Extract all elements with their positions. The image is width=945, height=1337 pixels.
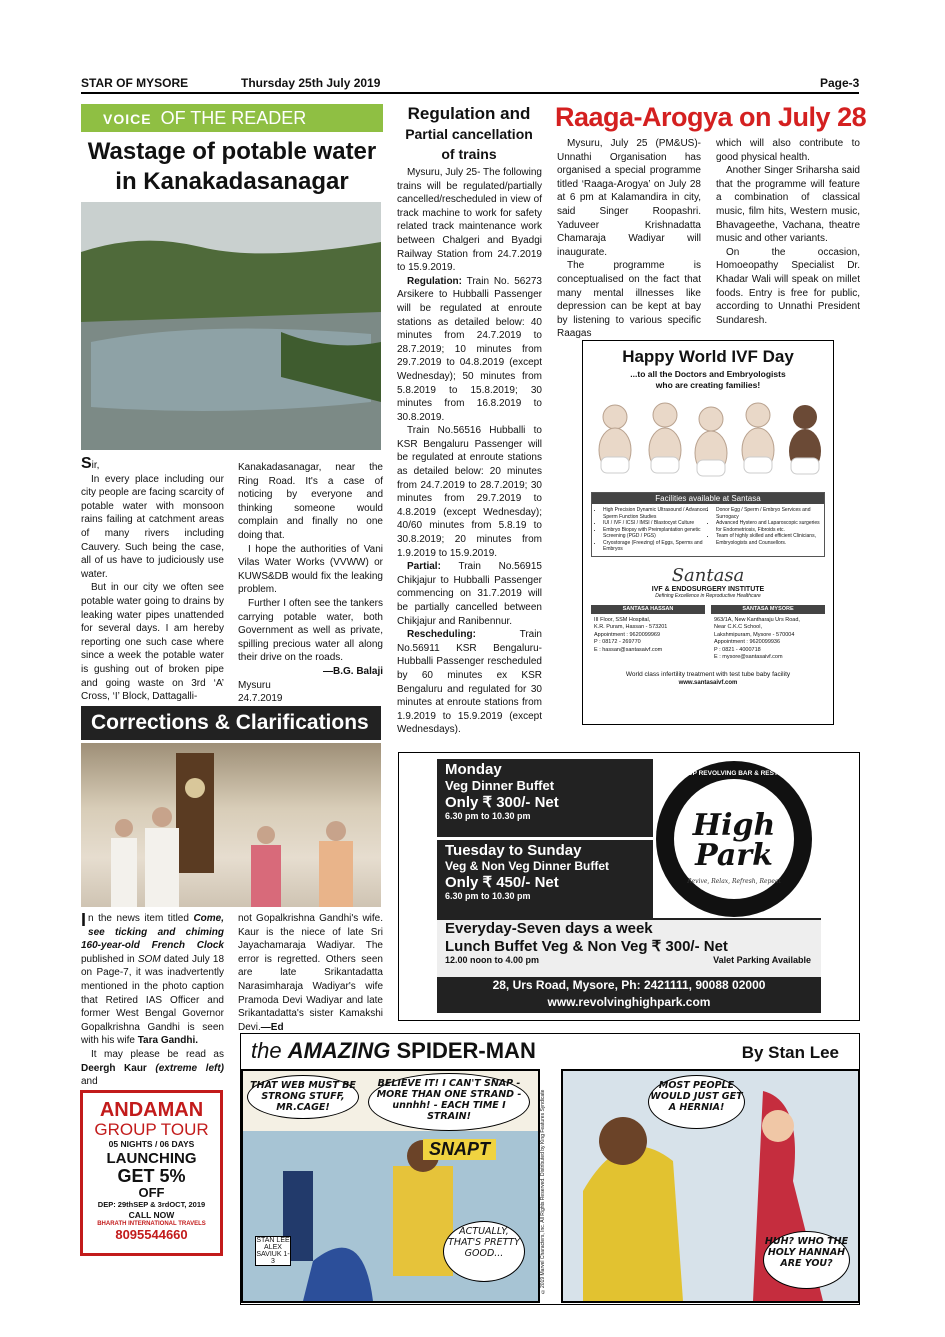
raaga-para-2: The programme is conceptualised on the fact that many mental illnesses like depression can be kept at bay by listening to various specific Raagas (557, 260, 701, 340)
voice-para-2: But in our city we often see potable water going to drains by leaking water pipes unattended for several days. I am hereby reporting one such case where since a week the potable water is gushing out of broken pipe and going waste on 3rd ‘A’ Cross, ‘I’ Block, Dattagalli- (81, 582, 224, 703)
hassan-address-line: K.R. Puram, Hassan - 573201 (594, 624, 668, 630)
hassan-address-line: P : 08172 - 269770 (594, 639, 641, 645)
corrections-para-1: In the news item titled Come, see ticking and chiming 160-year-old French Clock published in SOM dated July 18 on Page-7, it was inadvertently mentioned in the photo caption that Retired IAS Officer and former West Bengal Governor Gopalkrishna Gandhi is seen with his wife Tara Gandhi. (81, 910, 224, 1047)
facilities-heading: Facilities available at Santasa (592, 493, 824, 504)
page-number: Page-3 (820, 76, 860, 90)
voice-para-5: Further I often see the tankers carrying potable water, both Government as well as private, spilling precious water all along their drive on the roads. (238, 597, 383, 664)
regulation-para-4: Partial: Train No.56915 Chikjajur to Hubballi Passenger commencing on 31.7.2019 will be partially cancelled between Chikjajur and Ranibennur. (397, 561, 542, 627)
raaga-para-5: On the occasion, Homoeopathy Specialist Dr. Khadar Wali will speak on millet foods. Entry is free for public, according to Unnathi President Sundaresh. (716, 246, 860, 326)
ivf-footer: World class infertility treatment with test tube baby facility (625, 670, 791, 678)
andaman-line9: BHARATH INTERNATIONAL TRAVELS (97, 1221, 206, 1227)
andaman-line7: DEP: 29thSEP & 3rdOCT, 2019 (97, 1200, 206, 1209)
corrections-banner: Corrections & Clarifications (81, 706, 381, 740)
regulation-para-5: Rescheduling: Train No.56911 KSR Bengaluru-Hubballi Passenger rescheduled by 60 minutes ex KSR Bengaluru and regulated for 30 minutes at enroute stations from 1.9.2019 to 15.9.2019 (except Wednesdays). (397, 629, 542, 736)
header-rule (81, 92, 859, 94)
mysore-address-line: Near C.K.C School, (714, 624, 762, 630)
salutation: ir, (91, 460, 100, 471)
high-park-logo-graphic (654, 759, 814, 919)
facilities-right-list (708, 507, 821, 553)
ivf-day-advertisement (582, 340, 834, 725)
high-park-logo (654, 759, 814, 919)
santasa-logo: Santasa IVF & ENDOSURGERY INSTITUTE Defining Excellence in Reproductive Healthcare (651, 564, 765, 599)
voice-label-rest: OF THE READER (160, 108, 307, 128)
regulation-para-3: Train No.56516 Hubballi to KSR Bengaluru Passenger will be regulated at enroute stations as detailed below: 20 minutes from 24.7.2019 to 28.7.2019; 30 minutes from 29.7.2019 to 4.8.2019 (except Wednesday); 40/60 minutes from 5.8.19 to 30.8.2019; 20 minutes from 1.9.2019 to 15.9.2019. (397, 425, 542, 559)
corrections-photo (81, 743, 381, 907)
voice-of-reader-banner (81, 104, 383, 132)
voice-headline (81, 137, 383, 197)
voice-label-bold: VOICE (103, 111, 152, 127)
mysore-address-line: P : 0821 - 4000718 (714, 646, 761, 653)
speech-bubble-4: MOST PEOPLE WOULD JUST GET A HERNIA! (648, 1075, 745, 1129)
comic-panel-1 (241, 1069, 540, 1303)
speech-bubble-1: THAT WEB MUST BE STRONG STUFF, MR.CAGE! (247, 1075, 359, 1119)
everyday-block: Everyday-Seven days a week Lunch Buffet Veg & Non Veg ₹ 300/- Net 12.00 noon to 4.00 pm Valet Parking Available (437, 918, 821, 978)
people-with-clock-illustration (81, 743, 381, 907)
water-leak-illustration (81, 202, 381, 450)
voice-headline-line2: in Kanakadasanagar (115, 168, 349, 195)
regulation-body (397, 166, 542, 737)
hassan-branch: SANTASA HASSAN III Floor, SSM Hospital, K.R. Puram, Hassan - 573201 Appointment : 9620099969 P : 08172 - 269770 E : hassan@santasaivf.com (591, 605, 705, 665)
corrections-para-2: It may please be read as Deergh Kaur (extreme left) and (81, 1048, 225, 1088)
facility-item: • High Precision Dynamic Ultrasound / Advanced Sperm Function Studies (603, 507, 708, 520)
comic-panel-2 (561, 1069, 860, 1303)
regulation-para-2: Regulation: Train No. 56273 Arsikere to Hubballi Passenger will be regulated at enroute stations as detailed below: 40 minutes from 24.7.2019 to 28.7.2019; 10 minutes from 29.7.2019 to 04.8.2019 (except Wednesday); 50 minutes from 5.8.2019 to 15.8.2019; 30 minutes from 16.8.2019 to 30.8.2019. (397, 275, 542, 423)
andaman-line8: CALL NOW (128, 1210, 175, 1220)
ivf-subtitle: ...to all the Doctors and Embryologists who are creating families! (630, 369, 786, 390)
mysore-address-line: E : mysore@santasaivf.com (714, 654, 783, 660)
babies-illustration (583, 395, 833, 490)
regulation-title-2: Partial cancellation (405, 126, 533, 142)
drop-cap: S (81, 455, 92, 472)
voice-para-4: I hope the authorities of Vani Vilas Water Works (VVWW) or KUWS&DB would fix the leaking problem. (238, 543, 383, 596)
mysore-address-line: 963/1A, New Kantharaju Urs Road, (714, 616, 800, 623)
logo-high-text: High (692, 808, 776, 843)
facilities-box (591, 492, 825, 557)
facility-item: • Donor Egg / Sperm / Embryo Services and Surrogacy (716, 507, 821, 520)
voice-column-1 (81, 457, 224, 704)
raaga-para-4: Another Singer Sriharsha said that the programme will feature a combination of classical music, film hits, Western music, Bhavageethe, Vachana, theatre music and other variants. (716, 165, 860, 245)
raaga-column-2 (716, 137, 860, 327)
paper-name: STAR OF MYSORE (81, 76, 189, 90)
mysore-address-line: Appointment : 9620099936 (714, 639, 781, 645)
andaman-phone: 8095544660 (115, 1227, 188, 1242)
mysore-address-line: Lakshmipuram, Mysore - 570004 (714, 631, 795, 638)
raaga-para-1: Mysuru, July 25 (PM&US)- Unnathi Organisation has organised a special programme titled ‘Raaga-Arogya’ on July 28 at 6 pm at Kalamandira in city, said Singer Roopashri. Yaduveer Krishnadatta Chamaraja Wadiyar will inaugurate. (557, 138, 701, 258)
facility-item: • Embryo Biopsy with Preimplantation genetic Screening (PGD / PGS) (603, 527, 708, 540)
ivf-website: www.santasaivf.com (678, 679, 738, 686)
water-leak-photo (81, 202, 381, 450)
regulation-headline (395, 104, 543, 164)
andaman-tour-ad (80, 1090, 223, 1256)
raaga-headline: Raaga-Arogya on July 28 (555, 102, 867, 132)
corrections-column-1 (81, 912, 224, 1089)
comic-byline: By Stan Lee (741, 1043, 839, 1062)
regulation-para-1: Mysuru, July 25- The following trains will be regulated/partially cancelled/rescheduled in view of track machine to work for safety related track maintenance work between Chalgeri and Byadgi Railway Station from 24.7.2019 to 15.9.2019. (397, 167, 542, 274)
speech-bubble-3: ACTUALLY, THAT'S PRETTY GOOD... (443, 1221, 525, 1282)
logo-ring-text: ROOF TOP REVOLVING BAR & RESTAURANT (663, 770, 805, 777)
speech-bubble-2: BELIEVE IT! I CAN'T SNAP - MORE THAN ONE STRAND - unnhh! - EACH TIME I STRAIN! (368, 1073, 530, 1131)
facilities-left-list (595, 507, 708, 553)
ivf-title: Happy World IVF Day (622, 347, 794, 366)
comic-copyright: ©2019 Marvel Characters, Inc. All Rights Reserved. Distributed by King Features Syndicate (540, 1089, 546, 1294)
letter-date: 24.7.2019 (238, 693, 283, 705)
mysore-branch: SANTASA MYSORE 963/1A, New Kantharaju Urs Road, Near C.K.C School, Lakshmipuram, Mysore - 570004 Appointment : 9620099936 P : 0821 - 4000718 E : mysore@santasaivf.com (711, 605, 825, 665)
andaman-line5: GET 5% (117, 1166, 186, 1186)
regulation-title-3: of trains (441, 146, 497, 162)
raaga-para-3: which will also contribute to good physical health. (716, 138, 860, 163)
regulation-title-1: Regulation and (407, 104, 531, 123)
facility-item: • Team of highly skilled and efficient Clinicians, Embryologists and Counsellors. (716, 533, 821, 546)
logo-park-text: Park (695, 838, 773, 873)
santasa-branches (591, 605, 825, 665)
letter-signature: —B.G. Balaji (322, 665, 383, 677)
comic-credit: STAN LEE ALEX SAVIUK 1-3 (256, 1237, 290, 1265)
issue-date: Thursday 25th July 2019 (241, 76, 381, 90)
logo-tagline: Revive, Relax, Refresh, Repeat (687, 878, 781, 885)
comic-title: the AMAZING SPIDER-MAN (251, 1038, 536, 1063)
corrections-para-3: not Gopalkrishna Gandhi's wife. Kaur is the niece of late Sri Jayachamaraja Wadiyar. The error is regretted. Others seen are late Srikantadatta Narasimharaja Wadiyar's wife Pramoda Devi Wadiyar and late Srikantadatta's sister Kamakshi Devi.—Ed (238, 913, 383, 1033)
raaga-column-1 (557, 137, 701, 341)
corrections-column-2 (238, 912, 383, 1034)
hassan-address-line: Appointment : 9620099969 (594, 631, 661, 638)
andaman-line3: 05 NIGHTS / 06 DAYS (108, 1139, 195, 1149)
monday-block: Monday Veg Dinner Buffet Only ₹ 300/- Net 6.30 pm to 10.30 pm (437, 759, 653, 837)
facility-item: • Advanced Hystero and Laparoscopic surgeries for Endometriosis, Fibroids etc. (716, 520, 821, 533)
letter-place: Mysuru (238, 679, 271, 691)
address-block: 28, Urs Road, Mysore, Ph: 2421111, 90088 02000 www.revolvinghighpark.com (437, 977, 821, 1013)
speech-bubble-5: HUH? WHO THE HOLY HANNAH ARE YOU? (763, 1231, 850, 1289)
tuesday-block: Tuesday to Sunday Veg & Non Veg Dinner Buffet Only ₹ 450/- Net 6.30 pm to 10.30 pm (437, 840, 653, 918)
voice-para-1: In every place including our city people are facing scarcity of potable water with monsoon rains failing at catchment areas of many rivers including Cauvery. Such being the case, all of us have to judiciously use water. (81, 473, 224, 580)
hassan-address-line: E : hassan@santasaivf.com (594, 646, 663, 653)
hassan-address-line: III Floor, SSM Hospital, (594, 616, 651, 623)
andaman-line6: OFF (138, 1185, 165, 1200)
voice-headline-line1: Wastage of potable water (87, 138, 377, 165)
andaman-line1: ANDAMAN (99, 1099, 204, 1121)
andaman-line2: GROUP TOUR (94, 1120, 209, 1139)
facility-item: • Cryostorage (Freezing) of Eggs, Sperms and Embryos (603, 540, 708, 553)
voice-para-3: Kanakadasanagar, near the Ring Road. It's a case of noticing by everyone and thinking someone would complain and finally no one doing that. (238, 462, 383, 541)
spiderman-comic-strip (240, 1033, 860, 1305)
snapt-sound-effect: SNAPT (423, 1139, 496, 1160)
andaman-line4: LAUNCHING (106, 1150, 197, 1167)
high-park-ad (398, 752, 860, 1021)
voice-column-2 (238, 461, 383, 706)
facility-item: • IUI / IVF / ICSI / IMSI / Blastocyst Culture (603, 520, 708, 527)
